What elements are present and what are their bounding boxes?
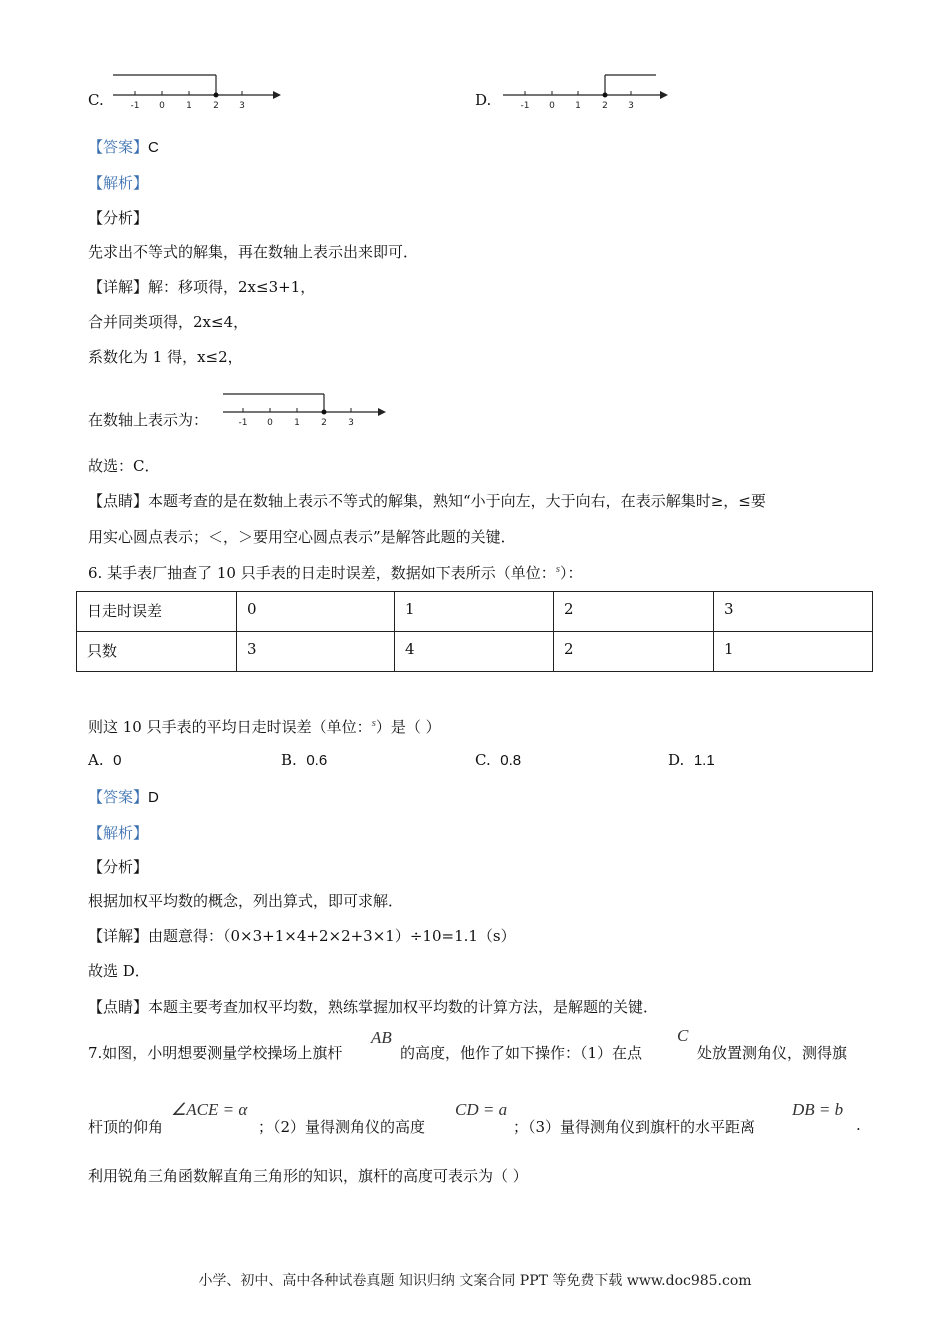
tick-label: -1: [238, 418, 248, 428]
tick-label: 2: [213, 101, 219, 111]
unit-s: s: [555, 563, 560, 575]
tick-label: 3: [348, 418, 354, 428]
option-label: D.: [668, 751, 685, 769]
q7-line-2b: ；（2）量得测角仪的高度: [258, 1118, 426, 1136]
q5-detail-2: 合并同类项得，2x≤4，: [88, 313, 249, 331]
question-text: 则这 10 只手表的平均日走时误差（单位：: [88, 718, 372, 736]
table-cell: 3: [237, 632, 395, 672]
number-line-option-d: [498, 70, 673, 112]
q7-c: C: [677, 1026, 689, 1045]
table-cell: 只数: [77, 632, 237, 672]
comment-text: 本题主要考查加权平均数，熟练掌握加权平均数的计算方法，是解题的关键．: [148, 998, 659, 1016]
number-line-solution: [218, 389, 393, 431]
option-label: A.: [88, 751, 104, 769]
unit-s: s: [371, 717, 376, 729]
tick-label: 1: [186, 101, 192, 111]
option-c-label: C.: [88, 91, 104, 109]
tick-label: 0: [549, 101, 555, 111]
option-label: C.: [475, 751, 491, 769]
q6-detail: [88, 925, 516, 946]
q6-comment: [88, 996, 658, 1017]
option-value: 0.6: [306, 752, 328, 769]
q7-cd: CD = a: [455, 1100, 508, 1119]
q6-fenxi: 根据加权平均数的概念，列出算式，即可求解．: [88, 892, 404, 910]
detail-tag: 【详解】: [88, 278, 149, 296]
comment-tag: 【点睛】: [88, 998, 149, 1016]
table-cell: 3: [714, 592, 873, 632]
option-value: 1.1: [693, 752, 715, 769]
detail-text: 解：移项得，2x≤3+1，: [148, 278, 316, 296]
table-cell: 2: [554, 632, 714, 672]
q6-question: [88, 716, 441, 737]
question-end: ）是（ ）: [375, 718, 441, 736]
q7-angle: ∠ACE = α: [171, 1100, 248, 1119]
tick-label: 0: [267, 418, 273, 428]
answer-tag: 【答案】: [88, 138, 149, 156]
q7-line-3: 利用锐角三角函数解直角三角形的知识，旗杆的高度可表示为（ ）: [88, 1167, 528, 1185]
detail-text: 由题意得：（0×3+1×4+2×2+3×1）÷10=1.1（s）: [148, 927, 516, 945]
q6-option-d: [668, 751, 715, 769]
answer-value: C: [148, 139, 159, 156]
q5-fenxi-tag: 【分析】: [88, 209, 149, 227]
q5-comment-2: 用实心圆点表示；＜，＞要用空心圆点表示”是解答此题的关键．: [88, 528, 516, 546]
option-d-label: D.: [475, 91, 492, 109]
table-cell: 4: [395, 632, 554, 672]
table-cell: 日走时误差: [77, 592, 237, 632]
tick-label: 2: [321, 418, 327, 428]
number-line-option-c: [108, 70, 283, 112]
table-cell: 2: [554, 592, 714, 632]
stem-text: 6. 某手表厂抽查了 10 只手表的日走时误差，数据如下表所示（单位：: [88, 564, 556, 582]
q7-line-1c: 处放置测角仪，测得旗: [697, 1044, 848, 1062]
page-footer: 小学、初中、高中各种试卷真题 知识归纳 文案合同 PPT 等免费下载 www.doc985.com: [198, 1273, 752, 1289]
tick-label: 1: [294, 418, 300, 428]
tick-label: -1: [520, 101, 530, 111]
q5-detail-1: [88, 276, 315, 297]
q6-option-a: [88, 751, 122, 769]
q7-line-2d: .: [856, 1116, 861, 1134]
q6-analysis-tag: 【解析】: [88, 824, 149, 842]
q5-analysis-tag: 【解析】: [88, 174, 149, 192]
answer-tag: 【答案】: [88, 788, 149, 806]
option-value: 0: [113, 752, 122, 769]
q6-fenxi-tag: 【分析】: [88, 858, 149, 876]
q7-db: DB = b: [792, 1100, 844, 1119]
q7-line-1a: 7.如图，小明想要测量学校操场上旗杆: [88, 1044, 343, 1062]
tick-label: 3: [239, 101, 245, 111]
tick-label: -1: [130, 101, 140, 111]
comment-tag: 【点睛】: [88, 492, 149, 510]
q7-ab: AB: [371, 1028, 392, 1047]
option-value: 0.8: [500, 752, 522, 769]
table-cell: 1: [714, 632, 873, 672]
answer-value: D: [148, 789, 159, 806]
tick-label: 2: [602, 101, 608, 111]
q6-error-table: [76, 591, 873, 672]
q5-choose: 故选：C．: [88, 457, 160, 475]
q7-line-1b: 的高度，他作了如下操作：（1）在点: [400, 1044, 643, 1062]
q5-answer: [88, 136, 159, 157]
table-row: [77, 632, 873, 672]
q5-fenxi: 先求出不等式的解集，再在数轴上表示出来即可．: [88, 243, 419, 261]
q5-comment-1: [88, 490, 766, 511]
option-label: B.: [281, 751, 297, 769]
table-cell: 0: [237, 592, 395, 632]
stem-end: ）：: [560, 564, 583, 582]
q7-line-2c: ；（3）量得测角仪到旗杆的水平距离: [513, 1118, 756, 1136]
tick-label: 3: [628, 101, 634, 111]
detail-tag: 【详解】: [88, 927, 149, 945]
q6-stem: [88, 562, 583, 583]
tick-label: 1: [575, 101, 581, 111]
q6-answer: [88, 786, 159, 807]
q5-detail-3: 系数化为 1 得，x≤2，: [88, 348, 243, 366]
q6-option-c: [475, 751, 521, 769]
table-cell: 1: [395, 592, 554, 632]
table-row: [77, 592, 873, 632]
comment-text: 本题考查的是在数轴上表示不等式的解集，熟知“小于向左，大于向右，在表示解集时≥，≤要: [148, 492, 766, 510]
q6-choose: 故选 D．: [88, 962, 150, 980]
q5-detail-4: 在数轴上表示为：: [88, 411, 209, 429]
tick-label: 0: [159, 101, 165, 111]
q7-line-2a: 杆顶的仰角: [88, 1118, 164, 1136]
q6-option-b: [281, 751, 327, 769]
